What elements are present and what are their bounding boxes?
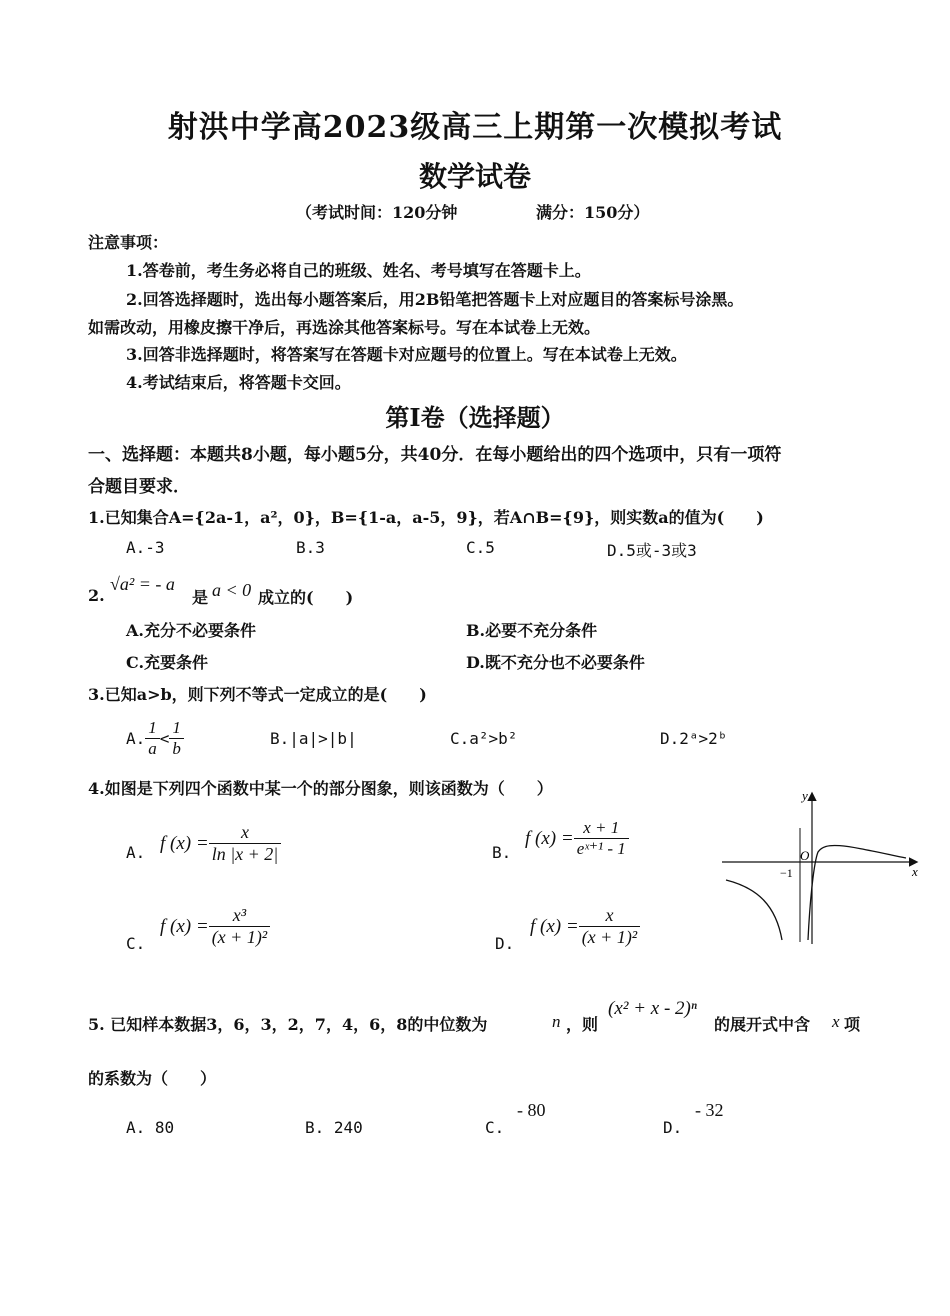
q4-option-d-label: D. (495, 934, 515, 953)
less-than: < (159, 729, 170, 748)
denominator: (x + 1)² (581, 927, 638, 947)
q4-option-c-formula (160, 905, 270, 948)
q3-option-a-label: A. (126, 729, 146, 748)
denominator: ln |x + 2| (211, 844, 279, 864)
q4-option-c-label: C. (126, 934, 146, 953)
q5-expr: (x² + x - 2)ⁿ (608, 998, 697, 1019)
q5-n: n (552, 1012, 561, 1031)
q5-option-a: A. 80 (126, 1118, 175, 1137)
note-item: 3.回答非选择题时，将答案写在答题卡对应题号的位置上。写在本试卷上无效。 (126, 345, 687, 364)
q2-option-d: D.既不充分也不必要条件 (466, 653, 645, 672)
q4-option-a-label: A. (126, 843, 146, 862)
notes-heading: 注意事项： (88, 233, 169, 252)
q3-option-d: D.2ᵃ>2ᵇ (660, 729, 728, 748)
note-item: 2.回答选择题时，选出每小题答案后，用2B铅笔把答题卡上对应题目的答案标号涂黑。 (126, 290, 744, 309)
q2-tail: 成立的( ) (258, 588, 354, 607)
q2-option-a: A.充分不必要条件 (126, 621, 256, 640)
q3-option-b: B.|a|>|b| (270, 729, 357, 748)
fx-label: f (x) = (530, 915, 579, 937)
q5-option-b: B. 240 (305, 1118, 363, 1137)
q5-stem-start: 5. 已知样本数据3，6，3，2，7，4，6，8的中位数为 (88, 1015, 488, 1034)
neg-one-label: −1 (780, 866, 793, 880)
exam-title: 射洪中学高2023级高三上期第一次模拟考试 (167, 110, 783, 145)
q1-option-c: C.5 (466, 538, 495, 557)
q5-option-c: C. (485, 1118, 505, 1137)
fraction (579, 905, 641, 948)
q5-stem-end: 的展开式中含 (714, 1015, 811, 1034)
question-1: 1.已知集合A={2a-1，a²，0}，B={1-a，a-5，9}，若A∩B={9}，则实数a的值为( ) (88, 508, 764, 527)
numerator: x + 1 (574, 818, 629, 839)
fraction (209, 822, 282, 865)
x-axis-label: x (912, 864, 918, 879)
y-axis-label: y (802, 788, 808, 803)
q5-stem-mid: ，则 (566, 1015, 599, 1034)
q1-option-d: D.5或-3或3 (607, 541, 697, 560)
q5-option-d-value: - 32 (695, 1100, 724, 1120)
q5-option-d: D. (663, 1118, 683, 1137)
note-item: 4.考试结束后，将答题卡交回。 (126, 373, 351, 392)
note-item: 如需改动，用橡皮擦干净后，再选涂其他答案标号。写在本试卷上无效。 (88, 318, 601, 337)
exam-time: （考试时间：120分钟 (296, 203, 458, 222)
question-3: 3.已知a>b，则下列不等式一定成立的是( ) (88, 685, 427, 704)
right-branch-curve (808, 845, 906, 940)
fraction (574, 818, 629, 859)
q5-x: x (832, 1012, 840, 1031)
origin-label: O (800, 848, 810, 863)
fx-label: f (x) = (160, 915, 209, 937)
q2-expr: √a² = - a (110, 574, 175, 594)
denominator: (x + 1)² (211, 927, 268, 947)
denominator: eˣ⁺¹ - 1 (576, 839, 626, 858)
fraction-1-over-a: $\frac{1}{a}$ (145, 718, 160, 759)
section-intro: 合题目要求． (88, 477, 190, 497)
numerator: x (209, 822, 282, 844)
section-intro: 一、选择题：本题共8小题，每小题5分，共40分．在每小题给出的四个选项中，只有一项符 (88, 445, 782, 465)
note-item: 1.答卷前，考生务必将自己的班级、姓名、考号填写在答题卡上。 (126, 261, 591, 280)
q5-option-c-value: - 80 (517, 1100, 546, 1120)
fx-label: f (x) = (525, 827, 574, 849)
question-4: 4.如图是下列四个函数中某一个的部分图象，则该函数为（ ） (88, 779, 553, 798)
exam-subject: 数学试卷 (418, 160, 531, 193)
q2-option-c: C.充要条件 (126, 653, 209, 672)
q2-option-b: B.必要不充分条件 (466, 621, 598, 640)
q4-option-b-label: B. (492, 843, 512, 862)
fraction (209, 905, 271, 948)
q4-option-b-formula (525, 818, 629, 859)
q5-line2: 的系数为（ ） (88, 1069, 217, 1088)
q3-option-a (126, 718, 184, 759)
numerator: x (579, 905, 641, 927)
q4-option-a-formula (160, 822, 281, 865)
q1-option-b: B.3 (296, 538, 325, 557)
fx-label: f (x) = (160, 832, 209, 854)
q2-mid: 是 (192, 588, 209, 607)
numerator: x³ (209, 905, 271, 927)
q4-option-d-formula (530, 905, 640, 948)
q1-option-a: A.-3 (126, 538, 165, 557)
q2-cond: a < 0 (212, 580, 252, 600)
q2-number: 2. (88, 586, 105, 605)
left-branch-curve (726, 880, 782, 940)
fraction-1-over-b: $\frac{1}{b}$ (169, 718, 184, 759)
exam-score: 满分：150分） (536, 203, 650, 222)
q3-option-c: C.a²>b² (450, 729, 518, 748)
function-graph (718, 788, 928, 948)
q5-stem-tail: 项 (844, 1015, 861, 1034)
section-title: 第I卷（选择题） (385, 403, 565, 432)
